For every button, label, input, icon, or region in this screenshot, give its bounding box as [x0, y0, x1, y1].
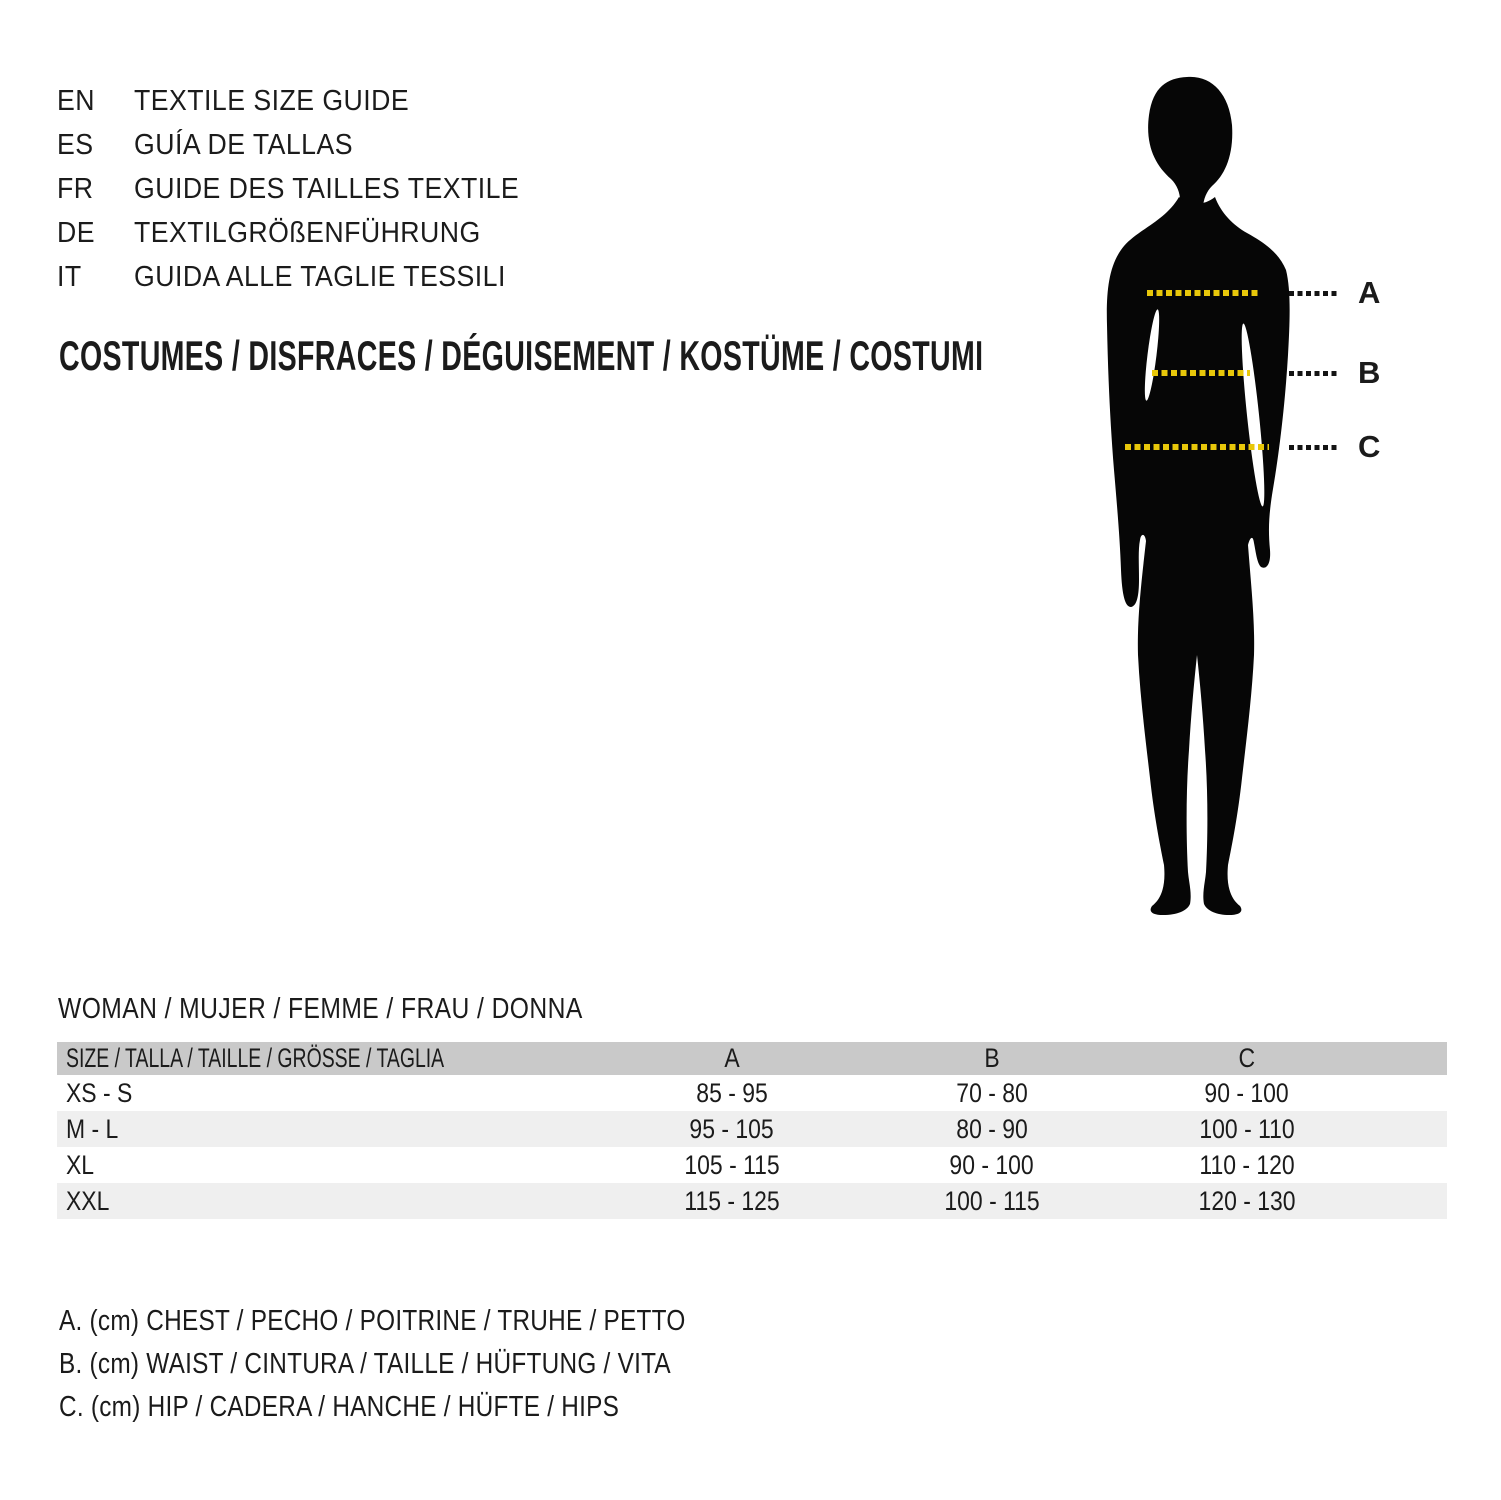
chest-range-cell: 95 - 105: [689, 1113, 775, 1144]
chest-range-cell: 105 - 115: [684, 1149, 780, 1180]
waist-range-cell: 70 - 80: [956, 1077, 1028, 1108]
hip-range-cell: 110 - 120: [1199, 1149, 1295, 1180]
table-row: [57, 1183, 1447, 1219]
hip-range-cell: 120 - 130: [1198, 1185, 1296, 1216]
column-header-a: A: [724, 1043, 740, 1073]
column-header-c: C: [1238, 1043, 1256, 1073]
measure-label-b: B: [1358, 355, 1381, 390]
woman-silhouette-figure: [1095, 75, 1305, 915]
woman-silhouette-svg: [1095, 75, 1305, 915]
waist-range-cell: 100 - 115: [944, 1185, 1040, 1216]
section-title-woman: WOMAN / MUJER / FEMME / FRAU / DONNA: [58, 993, 583, 1025]
language-row: [57, 79, 552, 123]
size-table: [57, 1042, 1447, 1219]
column-header-size: SIZE / TALLA / TAILLE / GRÖSSE / TAGLIA: [66, 1043, 445, 1073]
language-code: FR: [57, 173, 94, 205]
chest-range-cell: 85 - 95: [696, 1077, 768, 1108]
table-header-row: [57, 1042, 1447, 1075]
language-label: GUÍA DE TALLAS: [133, 129, 353, 161]
column-header-b: B: [984, 1043, 1000, 1073]
hip-leader-line: [1289, 445, 1339, 450]
waist-leader-line: [1289, 371, 1339, 376]
language-title-list: [57, 79, 552, 299]
legend-item-hip: C. (cm) HIP / CADERA / HANCHE / HÜFTE / HIPS: [59, 1391, 620, 1423]
legend-item-chest: A. (cm) CHEST / PECHO / POITRINE / TRUHE / PETTO: [59, 1305, 686, 1337]
language-code: ES: [57, 129, 94, 161]
hip-range-cell: 100 - 110: [1199, 1113, 1295, 1144]
table-row: [57, 1075, 1447, 1111]
chest-measure-line: [1147, 290, 1261, 296]
hip-range-cell: 90 - 100: [1204, 1077, 1290, 1108]
language-code: DE: [57, 217, 95, 249]
language-label: TEXTILE SIZE GUIDE: [133, 85, 409, 117]
language-code: EN: [57, 85, 95, 117]
language-row: [57, 167, 552, 211]
table-row: [57, 1147, 1447, 1183]
measure-label-a: A: [1358, 275, 1381, 310]
measurement-legend: [59, 1300, 805, 1429]
language-row: [57, 123, 552, 167]
language-label: TEXTILGRÖßENFÜHRUNG: [133, 217, 481, 249]
size-cell: M - L: [66, 1113, 119, 1144]
legend-item-waist: B. (cm) WAIST / CINTURA / TAILLE / HÜFTUNG / VITA: [59, 1348, 671, 1380]
table-row: [57, 1111, 1447, 1147]
chest-leader-line: [1289, 291, 1339, 296]
language-label: GUIDA ALLE TAGLIE TESSILI: [133, 261, 506, 293]
size-cell: XS - S: [66, 1077, 133, 1108]
language-row: [57, 211, 552, 255]
size-cell: XXL: [66, 1185, 110, 1216]
language-label: GUIDE DES TAILLES TEXTILE: [133, 173, 519, 205]
waist-range-cell: 90 - 100: [949, 1149, 1035, 1180]
size-cell: XL: [66, 1149, 95, 1180]
waist-range-cell: 80 - 90: [956, 1113, 1028, 1144]
category-title: COSTUMES / DISFRACES / DÉGUISEMENT / KOSTÜME / COSTUMI: [59, 332, 984, 379]
hip-measure-line: [1125, 444, 1269, 450]
measure-label-c: C: [1358, 429, 1381, 464]
chest-range-cell: 115 - 125: [684, 1185, 780, 1216]
language-code: IT: [57, 261, 82, 293]
waist-measure-line: [1152, 370, 1250, 376]
language-row: [57, 255, 552, 299]
